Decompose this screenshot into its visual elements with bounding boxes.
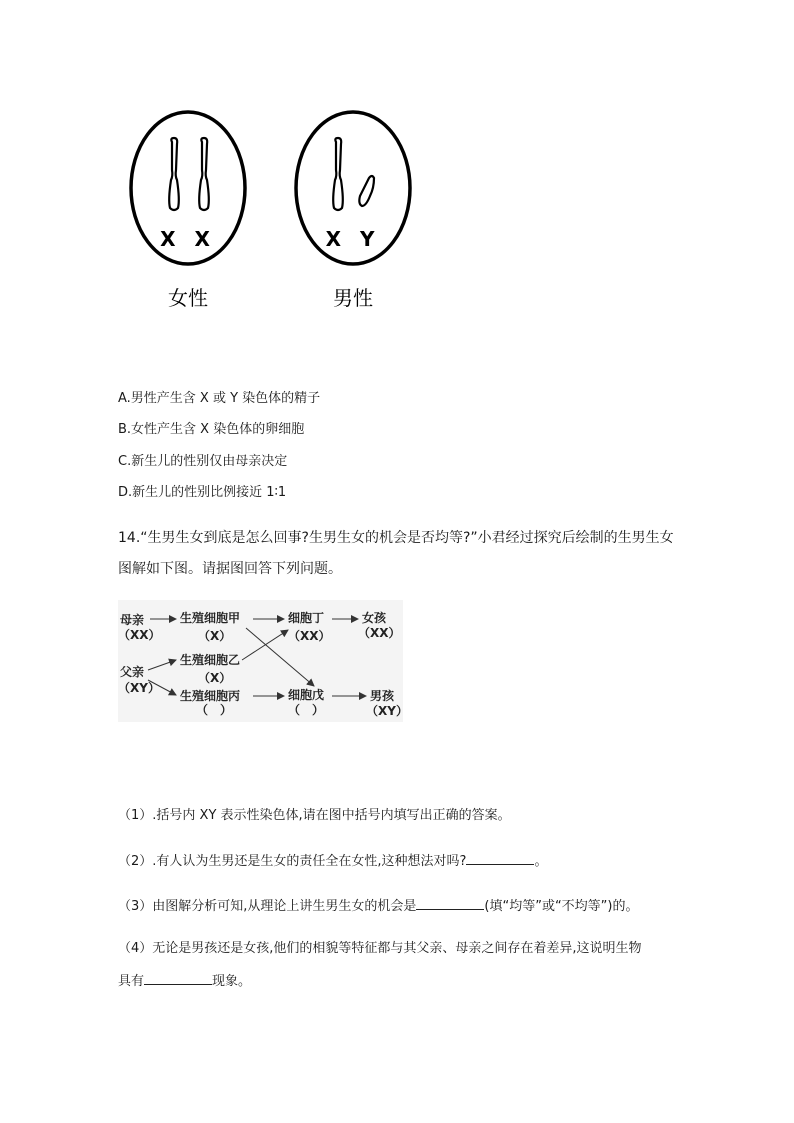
reproduction-diagram bbox=[118, 600, 408, 722]
y-chromosome bbox=[359, 176, 374, 206]
answer-blank-2[interactable] bbox=[466, 850, 534, 865]
cell-ding-label: 细胞丁 bbox=[288, 611, 325, 625]
option-b: B.女性产生含 X 染色体的卵细胞 bbox=[118, 422, 305, 437]
question-14-line1: 14.“生男生女到底是怎么回事?生男生女的机会是否均等?”小君经过探究后绘制的生男生女 bbox=[118, 530, 674, 546]
girl-xx: （XX） bbox=[358, 626, 401, 640]
subquestion-3 bbox=[118, 895, 639, 917]
answer-blank-4[interactable] bbox=[144, 970, 212, 985]
cell-jia-label: 生殖细胞甲 bbox=[180, 611, 241, 625]
female-cell bbox=[131, 112, 245, 264]
male-label: 男性 bbox=[333, 286, 373, 310]
mother-xx: （XX） bbox=[118, 628, 161, 642]
female-chromosome-label: X X bbox=[160, 227, 216, 251]
x-chromosome-left bbox=[169, 138, 179, 210]
subquestion-3-text: （3）由图解分析可知,从理论上讲生男生女的机会是 bbox=[118, 899, 417, 914]
mother-label: 母亲 bbox=[120, 613, 145, 627]
subquestion-2 bbox=[118, 850, 547, 872]
female-label: 女性 bbox=[168, 286, 208, 310]
father-xy: （XY） bbox=[118, 681, 160, 695]
option-d: D.新生儿的性别比例接近 1∶1 bbox=[118, 485, 287, 500]
option-a: A.男性产生含 X 或 Y 染色体的精子 bbox=[118, 391, 321, 406]
subquestion-2-end: 。 bbox=[534, 854, 548, 869]
male-cell bbox=[296, 112, 410, 264]
girl-label: 女孩 bbox=[362, 611, 387, 625]
cell-ding-sub: （XX） bbox=[288, 629, 331, 643]
question-14-line2: 图解如下图。请据图回答下列问题。 bbox=[118, 561, 342, 577]
cell-bing-label: 生殖细胞丙 bbox=[180, 689, 241, 703]
boy-xy: （XY） bbox=[366, 704, 408, 718]
subquestion-4-line1: （4）无论是男孩还是女孩,他们的相貌等特征都与其父亲、母亲之间存在着差异,这说明生物 bbox=[118, 941, 642, 956]
boy-label: 男孩 bbox=[370, 689, 395, 703]
male-chromosome-label: X Y bbox=[325, 227, 381, 251]
subquestion-1: （1）.括号内 XY 表示性染色体,请在图中括号内填写出正确的答案。 bbox=[118, 808, 511, 823]
subquestion-4-end: 现象。 bbox=[212, 974, 252, 989]
option-c: C.新生儿的性别仅由母亲决定 bbox=[118, 454, 288, 469]
subquestion-2-text: （2）.有人认为生男还是生女的责任全在女性,这种想法对吗? bbox=[118, 854, 467, 869]
x-chromosome bbox=[333, 138, 343, 210]
subquestion-4-text: 具有 bbox=[118, 974, 145, 989]
cell-jia-sub: （X） bbox=[198, 629, 232, 643]
cell-bing-sub: （ ） bbox=[196, 703, 233, 717]
answer-blank-3[interactable] bbox=[416, 895, 484, 910]
cell-wu-label: 细胞戊 bbox=[288, 688, 325, 702]
father-label: 父亲 bbox=[120, 665, 145, 679]
subquestion-3-end: (填“均等”或“不均等”)的。 bbox=[484, 899, 639, 914]
cell-yi-label: 生殖细胞乙 bbox=[180, 653, 241, 667]
cell-wu-sub: （ ） bbox=[288, 703, 325, 717]
subquestion-4-line2 bbox=[118, 970, 251, 992]
cell-yi-sub: （X） bbox=[198, 671, 232, 685]
x-chromosome-right bbox=[199, 138, 209, 210]
chromosome-figure bbox=[110, 100, 430, 320]
